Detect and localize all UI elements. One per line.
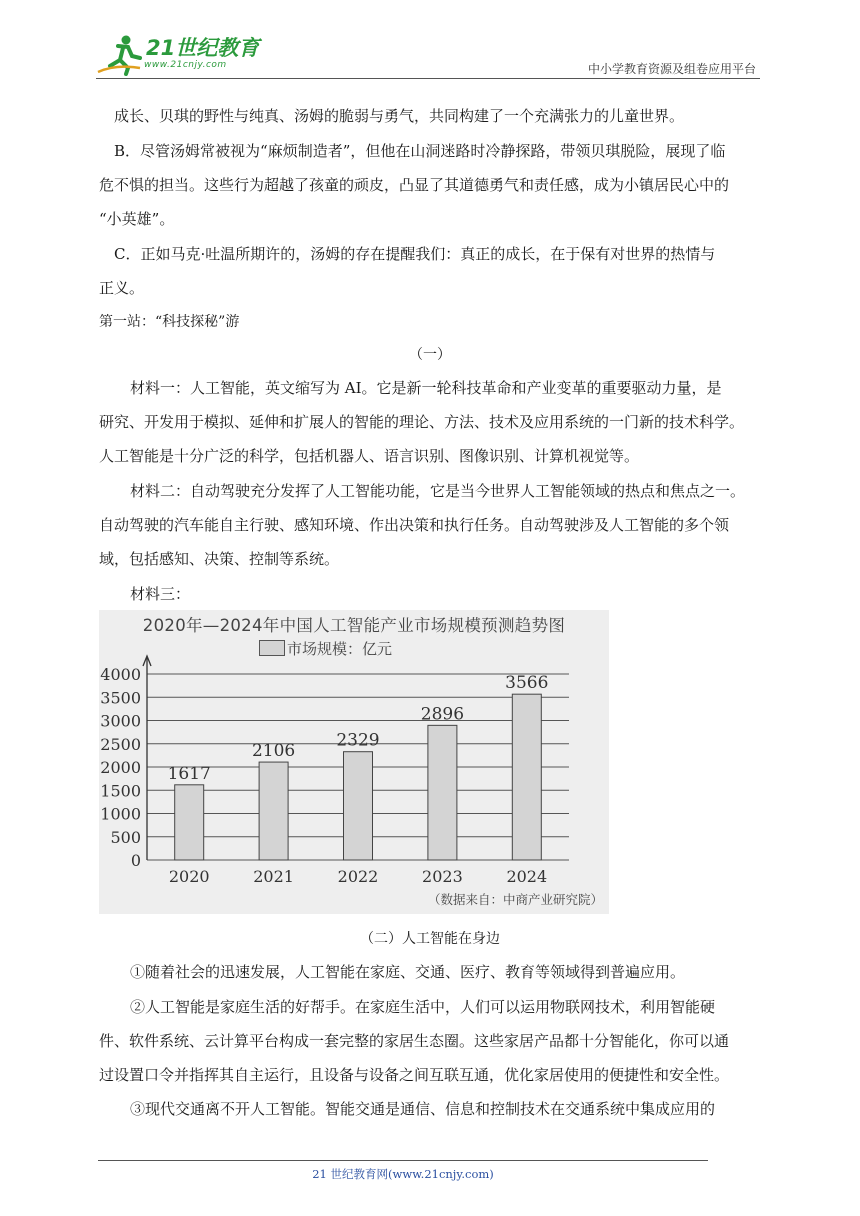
chart-plot	[99, 634, 609, 914]
bar	[428, 725, 457, 860]
runner-icon	[96, 32, 146, 76]
footer-divider	[98, 1160, 708, 1161]
x-tick-label: 2022	[337, 867, 379, 886]
x-tick-label: 2020	[168, 867, 210, 886]
bar	[175, 785, 204, 860]
section-one-heading: （一）	[409, 347, 451, 363]
content-para-2-line-1: ②人工智能是家庭生活的好帮手。在家庭生活中，人们可以运用物联网技术，利用智能硬	[130, 998, 716, 1016]
y-tick-label: 1000	[100, 804, 141, 824]
bar	[512, 694, 541, 860]
x-tick-label: 2024	[506, 867, 548, 886]
y-tick-label: 3500	[100, 688, 141, 708]
data-label: 3566	[505, 673, 549, 694]
option-c-line-1: C．正如马克·吐温所期许的，汤姆的存在提醒我们：真正的成长，在于保有对世界的热情与	[114, 245, 716, 263]
footer-link[interactable]: 21 世纪教育网(www.21cnjy.com)	[312, 1167, 494, 1181]
data-label: 2106	[251, 741, 296, 762]
logo-url: www.21cnjy.com	[144, 60, 227, 70]
content-para-1: ①随着社会的迅速发展，人工智能在家庭、交通、医疗、教育等领域得到普遍应用。	[130, 963, 686, 981]
material-one-line-3: 人工智能是十分广泛的科学，包括机器人、语言识别、图像识别、计算机视觉等。	[99, 447, 640, 465]
chart-source: （数据来自：中商产业研究院）	[427, 892, 603, 907]
bar	[344, 752, 373, 860]
option-b-line-1: B．尽管汤姆常被视为“麻烦制造者”，但他在山洞迷路时冷静探路，带领贝琪脱险，展现了临	[114, 142, 726, 160]
option-b-line-3: “小英雄”。	[99, 210, 175, 228]
section-two-heading: （二）人工智能在身边	[360, 931, 500, 947]
legend-label: 市场规模：亿元	[287, 640, 393, 658]
market-size-chart	[99, 610, 609, 914]
x-tick-label: 2023	[422, 867, 463, 886]
material-three-label: 材料三：	[130, 585, 191, 603]
content-para-2-line-2: 件、软件系统、云计算平台构成一套完整的家居生态圈。这些家居产品都十分智能化，你可以通	[99, 1032, 730, 1050]
content-para-2-line-3: 过设置口令并指挥其自主运行，且设备与设备之间互联互通，优化家居使用的便捷性和安全性。	[99, 1066, 730, 1084]
x-tick-label: 2021	[253, 867, 294, 886]
chart-title: 2020年—2024年中国人工智能产业市场规模预测趋势图	[142, 616, 566, 635]
header-divider	[96, 78, 760, 79]
material-one-line-1: 材料一：人工智能，英文缩写为 AI。它是新一轮科技革命和产业变革的重要驱动力量，是	[130, 379, 722, 397]
content-para-3: ③现代交通离不开人工智能。智能交通是通信、信息和控制技术在交通系统中集成应用的	[130, 1100, 716, 1118]
data-label: 2896	[420, 704, 465, 725]
material-two-line-2: 自动驾驶的汽车能自主行驶、感知环境、作出决策和执行任务。自动驾驶涉及人工智能的多个领	[99, 516, 730, 534]
y-tick-label: 2000	[100, 758, 141, 777]
y-tick-label: 1500	[100, 781, 141, 801]
material-two-line-1: 材料二：自动驾驶充分发挥了人工智能功能，它是当今世界人工智能领域的热点和焦点之一。	[130, 482, 746, 500]
data-label: 2329	[336, 730, 380, 751]
y-tick-label: 2500	[100, 734, 141, 754]
platform-name: 中小学教育资源及组卷应用平台	[587, 62, 756, 76]
y-tick-label: 3000	[100, 711, 141, 731]
y-tick-label: 500	[110, 827, 141, 847]
text-line: 成长、贝琪的野性与纯真、汤姆的脆弱与勇气，共同构建了一个充满张力的儿童世界。	[114, 107, 685, 125]
material-two-line-3: 域，包括感知、决策、控制等系统。	[99, 550, 340, 568]
material-one-line-2: 研究、开发用于模拟、延伸和扩展人的智能的理论、方法、技术及应用系统的一门新的技术科学。	[99, 413, 745, 431]
data-label: 1617	[167, 763, 211, 784]
option-b-line-2: 危不惧的担当。这些行为超越了孩童的顽皮，凸显了其道德勇气和责任感，成为小镇居民心中的	[99, 176, 730, 194]
site-logo[interactable]	[96, 32, 266, 76]
logo-text: 21世纪教育	[146, 36, 260, 60]
page-header	[96, 28, 760, 80]
option-c-line-2: 正义。	[99, 279, 145, 297]
station-heading: 第一站：“科技探秘”游	[99, 314, 240, 330]
y-tick-label: 4000	[100, 665, 141, 684]
y-tick-label: 0	[130, 851, 141, 870]
bar	[259, 762, 288, 860]
